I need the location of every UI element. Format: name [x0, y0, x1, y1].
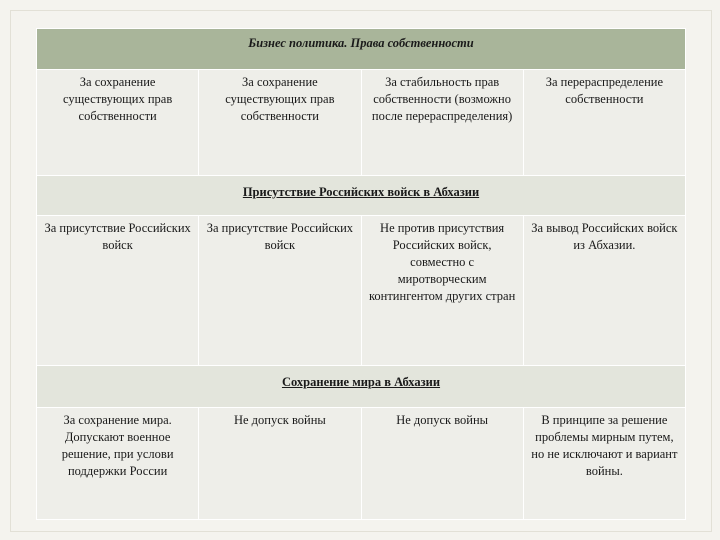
table-title: Бизнес политика. Права собственности: [37, 29, 686, 70]
table-cell: За сохранение мира. Допускают военное решение, при услови поддержки России: [37, 408, 199, 520]
table-row: [37, 70, 686, 176]
table-cell: За сохранение существующих прав собственности: [37, 70, 199, 176]
table-cell: Не допуск войны: [199, 408, 361, 520]
section-heading-text: Сохранение мира в Абхазии: [281, 375, 441, 389]
table-title-row: [37, 29, 686, 70]
table-cell: Не против присутствия Российских войск, совместно с миротворческим контингентом других стран: [361, 216, 523, 366]
table-cell: В принципе за решение проблемы мирным путем, но не исключают и вариант войны.: [523, 408, 685, 520]
table-cell: За перераспределение собственности: [523, 70, 685, 176]
section-heading: [37, 366, 686, 408]
table-cell: За сохранение существующих прав собственности: [199, 70, 361, 176]
table-row: [37, 408, 686, 520]
table-cell: За присутствие Российских войск: [199, 216, 361, 366]
table-row: [37, 216, 686, 366]
section-heading-row: [37, 176, 686, 216]
table-cell: За вывод Российских войск из Абхазии.: [523, 216, 685, 366]
table-cell: Не допуск войны: [361, 408, 523, 520]
positions-table: [36, 28, 686, 520]
section-heading: [37, 176, 686, 216]
section-heading-text: Присутствие Российских войск в Абхазии: [242, 185, 480, 199]
section-heading-row: [37, 366, 686, 408]
table-cell: За присутствие Российских войск: [37, 216, 199, 366]
table-cell: За стабильность прав собственности (возможно после перераспределения): [361, 70, 523, 176]
